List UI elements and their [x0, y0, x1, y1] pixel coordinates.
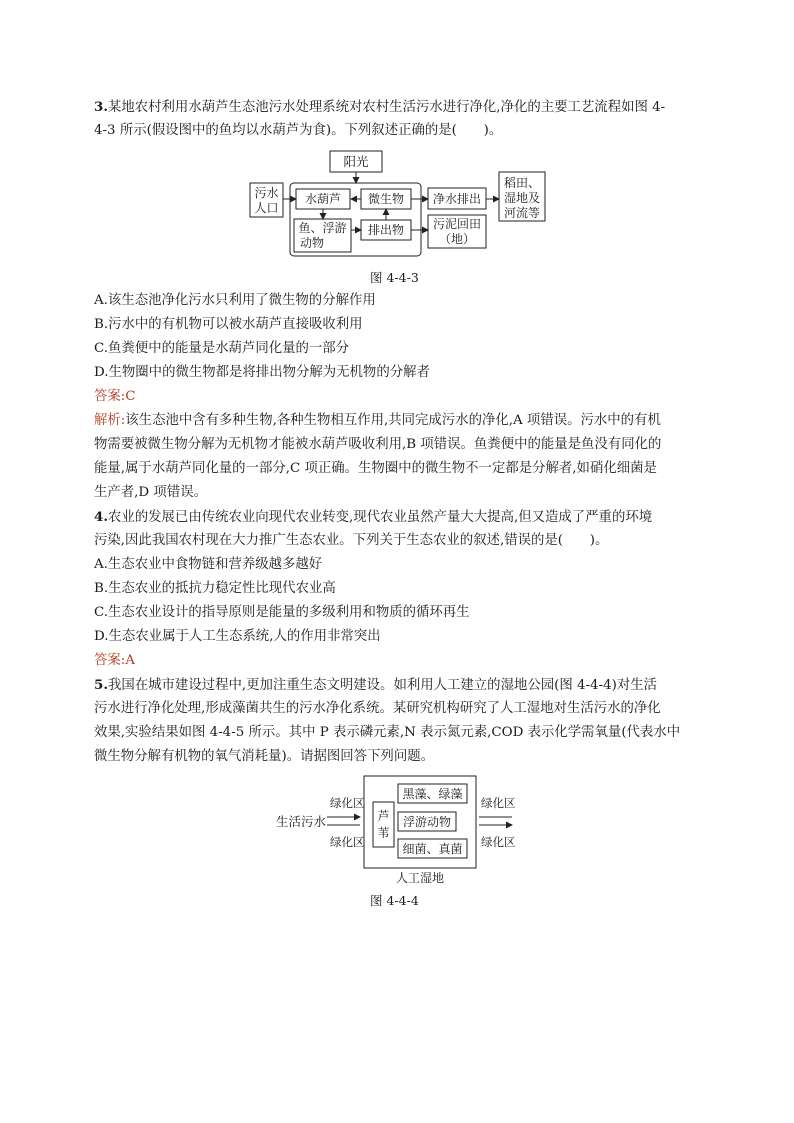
- reed-label-2: 苇: [377, 826, 390, 840]
- q3-option-a: A.该生态池净化污水只利用了微生物的分解作用: [94, 293, 376, 308]
- q5-stem-line-4: 微生物分解有机物的氧气消耗量)。请据图回答下列问题。: [94, 749, 434, 764]
- q4-answer-label: 答案:: [94, 653, 126, 668]
- q3-figure-caption: 图 4-4-3: [370, 270, 419, 285]
- q4-option-c: C.生态农业设计的指导原则是能量的多级利用和物质的循环再生: [94, 605, 470, 620]
- q3-stem-line-2: 4-3 所示(假设图中的鱼均以水葫芦为食)。下列叙述正确的是( )。: [94, 123, 503, 138]
- algae-label: 黑藻、绿藻: [402, 787, 463, 801]
- fish-label-2: 动物: [299, 236, 325, 250]
- destination-label-3: 河流等: [503, 206, 541, 220]
- q4-stem-text-1: 农业的发展已由传统农业向现代农业转变,现代农业虽然产量大大提高,但又造成了严重的环境: [107, 510, 653, 525]
- bacteria-label: 细菌、真菌: [402, 842, 463, 856]
- reed-label-1: 芦: [377, 809, 390, 823]
- q4-answer: [94, 652, 135, 670]
- q3-stem-text-1: 某地农村利用水葫芦生态池污水处理系统对农村生活污水进行净化,净化的主要工艺流程如图 4-: [107, 100, 666, 115]
- q5-stem-line-1: [94, 676, 657, 695]
- q5-stem-line-2: 污水进行净化处理,形成藻菌共生的污水净化系统。某研究机构研究了人工湿地对生活污水的净化: [94, 701, 661, 716]
- q4-stem-line-1: [94, 508, 652, 527]
- microbes-box: [361, 189, 411, 209]
- q3-option-d: D.生物圈中的微生物都是将排出物分解为无机物的分解者: [94, 365, 430, 380]
- q4-stem-line-2: 污染,因此我国农村现在大力推广生态农业。下列关于生态农业的叙述,错误的是( )。: [94, 533, 609, 548]
- sewage-label: 生活污水: [276, 814, 327, 829]
- fish-label-1: 鱼、浮游: [298, 221, 347, 235]
- destination-label-1: 稻田、: [503, 176, 541, 190]
- q5-stem-text-1: 我国在城市建设过程中,更加注重生态文明建设。如利用人工建立的湿地公园(图 4-4-4)对生活: [107, 678, 658, 693]
- q3-answer: [94, 388, 136, 406]
- inlet-label-1: 污水: [254, 186, 279, 200]
- inlet-label-2: 人口: [254, 201, 279, 215]
- q3-analysis-line-1: [94, 412, 661, 430]
- wetland-label: 人工湿地: [395, 871, 445, 885]
- q5-number: 5.: [94, 677, 108, 693]
- wetland-diagram: [276, 776, 516, 885]
- fish-box: [294, 219, 351, 252]
- zooplankton-label: 浮游动物: [402, 815, 452, 829]
- clean-water-box: [428, 188, 486, 209]
- q4-option-a: A.生态农业中食物链和营养级越多越好: [94, 557, 323, 572]
- destination-label-2: 湿地及: [503, 191, 541, 205]
- sewage-inlet-box: [250, 183, 283, 217]
- q3-analysis-label: 解析:: [94, 413, 126, 428]
- sludge-label-1: 污泥回田: [432, 217, 482, 231]
- q4-option-b: B.生态农业的抵抗力稳定性比现代农业高: [94, 581, 336, 596]
- q3-answer-label: 答案:: [94, 389, 126, 404]
- microbes-label: 微生物: [367, 192, 405, 206]
- q3-option-c: C.鱼粪便中的能量是水葫芦同化量的一部分: [94, 341, 350, 356]
- sunlight-label: 阳光: [343, 154, 369, 169]
- q3-analysis-line-4: 生产者,D 项错误。: [94, 485, 207, 500]
- green-zone-bottom-right: 绿化区: [481, 835, 516, 849]
- excreta-box: [361, 220, 411, 240]
- q4-option-d: D.生态农业属于人工生态系统,人的作用非常突出: [94, 629, 381, 644]
- q3-answer-value: C: [125, 389, 136, 404]
- green-zone-bottom-left: 绿化区: [330, 835, 365, 849]
- q3-analysis-line-2: 物需要被微生物分解为无机物才能被水葫芦吸收利用,B 项错误。鱼粪便中的能量是鱼没有同化的: [94, 437, 662, 452]
- sludge-label-2: （地）: [438, 232, 476, 246]
- excreta-label: 排出物: [367, 223, 405, 237]
- q5-stem-line-3: 效果,实验结果如图 4-4-5 所示。其中 P 表示磷元素,N 表示氮元素,COD 表示化学需氧量(代表水中: [94, 725, 681, 740]
- q5-figure-caption: 图 4-4-4: [370, 893, 419, 908]
- sunlight-box: [330, 151, 382, 172]
- hyacinth-label: 水葫芦: [304, 192, 342, 206]
- q3-analysis-text-1: 该生态池中含有多种生物,各种生物相互作用,共同完成污水的净化,A 项错误。污水中的有机: [125, 413, 661, 428]
- destination-box: [499, 172, 545, 221]
- green-zone-top-left: 绿化区: [330, 796, 365, 810]
- q3-option-b: B.污水中的有机物可以被水葫芦直接吸收利用: [94, 317, 363, 332]
- q4-number: 4.: [94, 509, 108, 525]
- sludge-box: [428, 215, 486, 248]
- q3-analysis-line-3: 能量,属于水葫芦同化量的一部分,C 项正确。生物圈中的微生物不一定都是分解者,如硝化细菌是: [94, 461, 657, 476]
- green-zone-top-right: 绿化区: [481, 796, 516, 810]
- q4-answer-value: A: [125, 653, 135, 668]
- hyacinth-box: [296, 189, 350, 209]
- q3-number: 3.: [94, 99, 108, 115]
- clean-water-label: 净水排出: [432, 192, 482, 206]
